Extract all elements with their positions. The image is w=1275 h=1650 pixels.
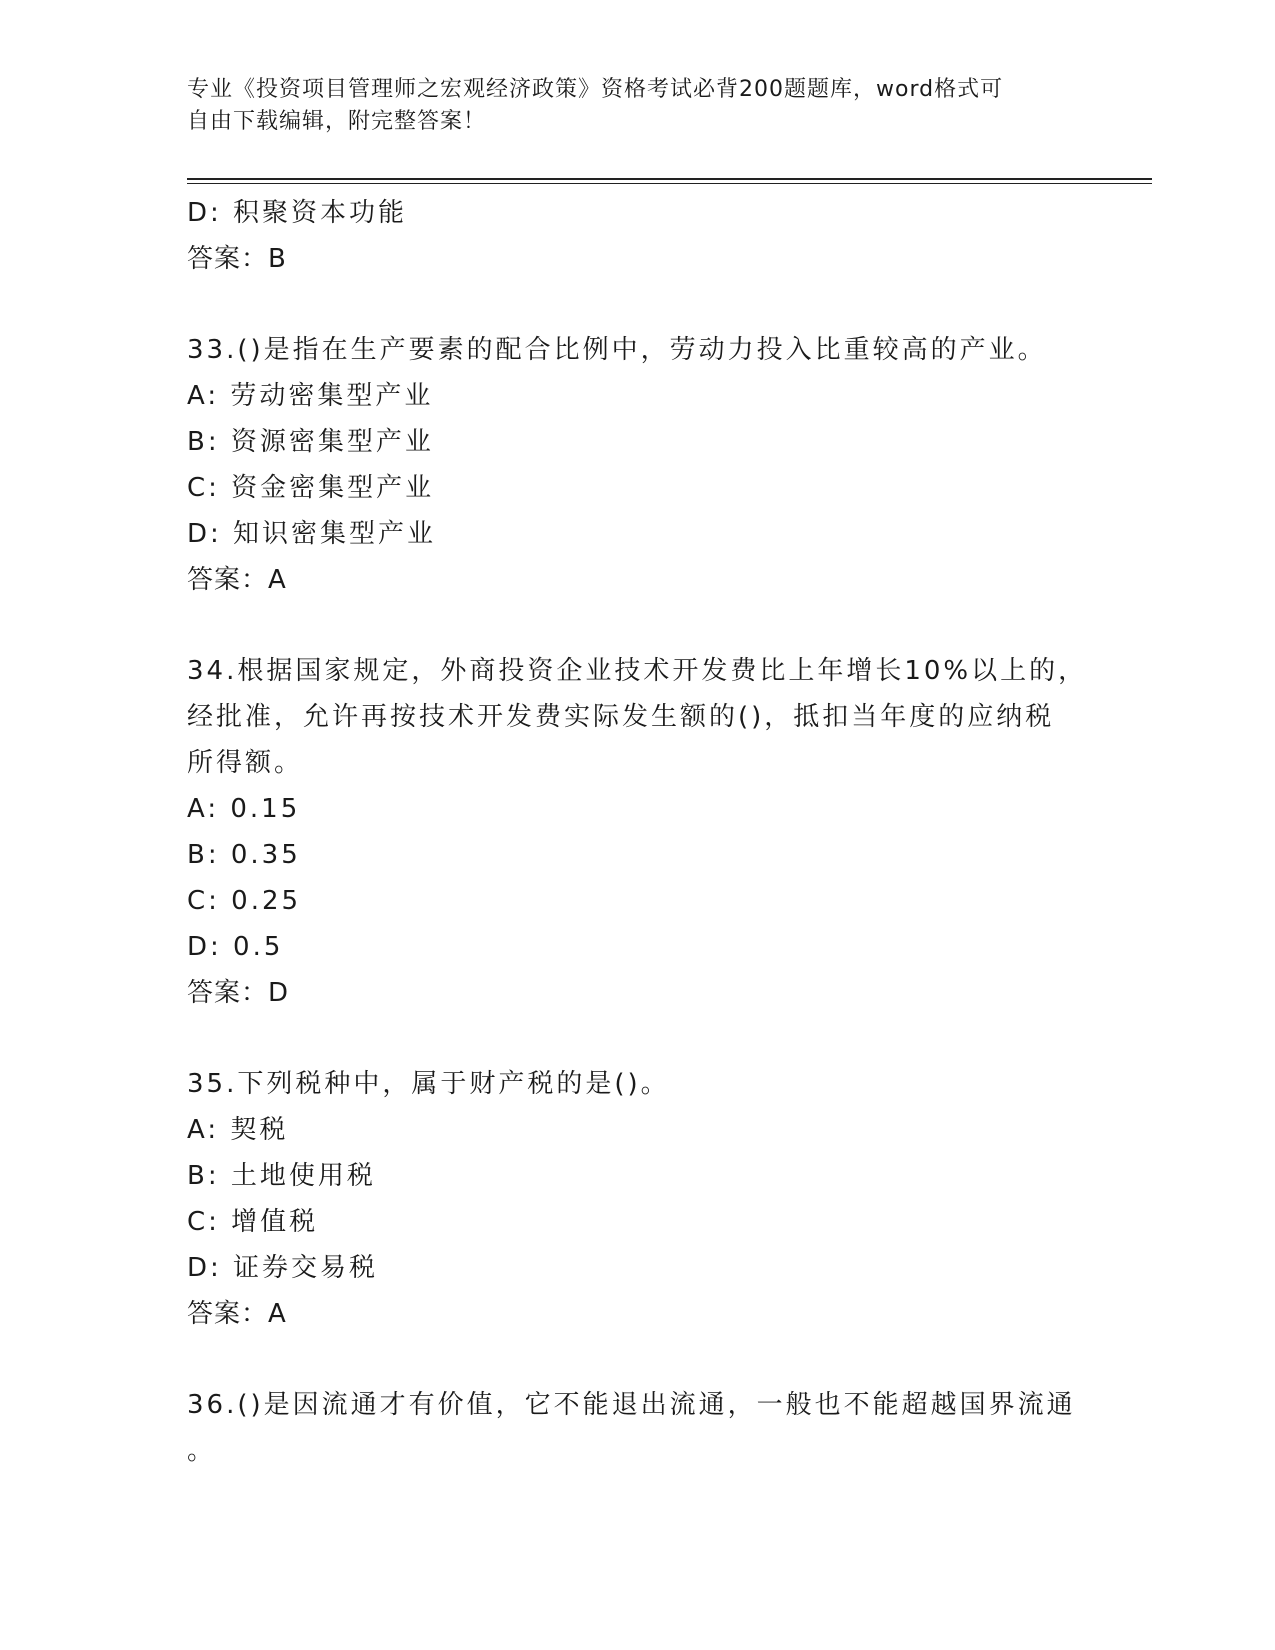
question-list	[187, 190, 1087, 1474]
option-b: B: 土地使用税	[187, 1161, 376, 1191]
question-stem-line-2: 经批准，允许再按技术开发费实际发生额的()，抵扣当年度的应纳税	[187, 702, 1055, 732]
option-b: B: 0.35	[187, 840, 301, 870]
answer-line: 答案：A	[187, 565, 287, 595]
option-d: D: 知识密集型产业	[187, 519, 437, 549]
option-c: C: 0.25	[187, 886, 302, 916]
answer-line: 答案：A	[187, 1299, 287, 1329]
option-b: B: 资源密集型产业	[187, 427, 434, 457]
page-header	[187, 74, 1067, 138]
question-stem-line-2: 。	[187, 1436, 217, 1466]
previous-question-tail	[187, 190, 1087, 282]
header-divider-thick	[187, 178, 1152, 180]
option-c: C: 增值税	[187, 1207, 319, 1237]
question-stem-line-1: 34.根据国家规定，外商投资企业技术开发费比上年增长10%以上的，	[187, 656, 1088, 686]
header-divider-thin	[187, 183, 1152, 184]
question-36	[187, 1382, 1087, 1474]
question-stem: 35.下列税种中，属于财产税的是()。	[187, 1069, 670, 1099]
question-stem-line-3: 所得额。	[187, 748, 304, 778]
question-34	[187, 648, 1087, 1016]
option-d: D: 证券交易税	[187, 1253, 379, 1283]
question-33	[187, 327, 1087, 603]
option-c: C: 资金密集型产业	[187, 473, 435, 503]
answer-line: 答案：B	[187, 244, 287, 274]
option-d: D: 0.5	[187, 932, 284, 962]
header-line-1: 专业《投资项目管理师之宏观经济政策》资格考试必背200题题库，word格式可	[187, 77, 1004, 102]
question-stem: 33.()是指在生产要素的配合比例中，劳动力投入比重较高的产业。	[187, 335, 1047, 365]
option-a: A: 劳动密集型产业	[187, 381, 434, 411]
header-line-2: 自由下载编辑，附完整答案！	[187, 109, 487, 134]
option-a: A: 0.15	[187, 794, 301, 824]
option-a: A: 契税	[187, 1115, 289, 1145]
option-d: D: 积聚资本功能	[187, 198, 408, 228]
answer-line: 答案：D	[187, 978, 290, 1008]
question-35	[187, 1061, 1087, 1337]
question-stem-line-1: 36.()是因流通才有价值，它不能退出流通，一般也不能超越国界流通	[187, 1390, 1076, 1420]
